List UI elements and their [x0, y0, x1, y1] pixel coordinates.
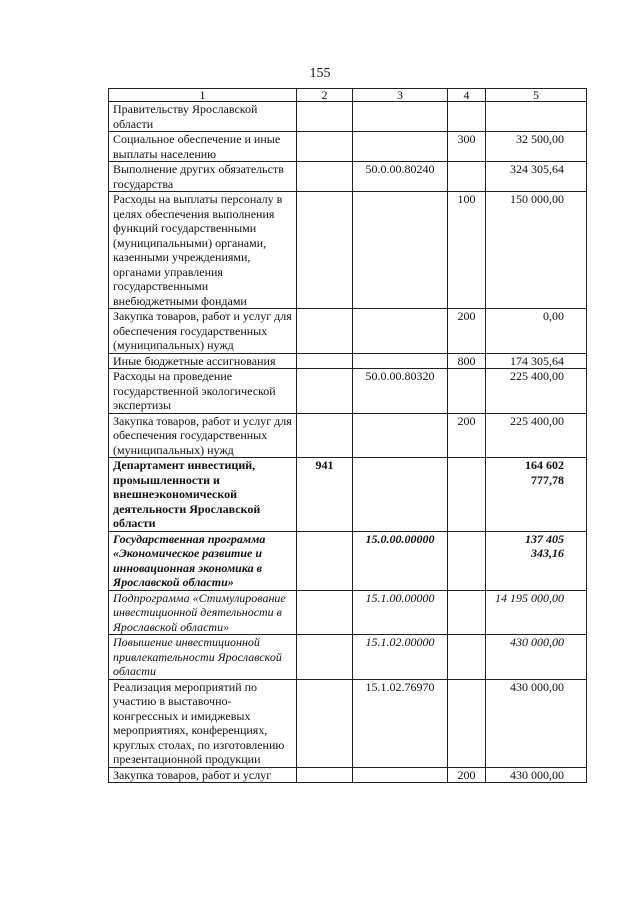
ministry-code-cell: [297, 353, 353, 369]
expense-type-cell: [448, 458, 486, 532]
expense-type-cell: 800: [448, 353, 486, 369]
amount-cell: 137 405 343,16: [486, 531, 587, 590]
amount-cell: 430 000,00: [486, 679, 587, 767]
target-article-cell: [353, 132, 448, 162]
row-name-cell: Закупка товаров, работ и услуг для обеспечения государственных (муниципальных) нужд: [109, 413, 297, 458]
amount-cell: 0,00: [486, 309, 587, 354]
expense-type-cell: 300: [448, 132, 486, 162]
expense-type-cell: 100: [448, 192, 486, 309]
ministry-code-cell: [297, 192, 353, 309]
target-article-cell: [353, 192, 448, 309]
amount-cell: 164 602 777,78: [486, 458, 587, 532]
amount-cell: 430 000,00: [486, 635, 587, 680]
table-row: [109, 413, 587, 458]
target-article-cell: 50.0.00.80240: [353, 162, 448, 192]
ministry-code-cell: [297, 413, 353, 458]
row-name-cell: Закупка товаров, работ и услуг: [109, 767, 297, 783]
row-name-cell: Выполнение других обязательств государства: [109, 162, 297, 192]
amount-cell: 324 305,64: [486, 162, 587, 192]
target-article-cell: 15.1.02.76970: [353, 679, 448, 767]
ministry-code-cell: [297, 679, 353, 767]
expense-type-cell: 200: [448, 767, 486, 783]
target-article-cell: 15.1.02.00000: [353, 635, 448, 680]
row-name-cell: Расходы на выплаты персоналу в целях обеспечения выполнения функций государственными (муниципальными) органами, казенными учреждениями, органами управления государственными внебюджетными фондами: [109, 192, 297, 309]
target-article-cell: [353, 767, 448, 783]
row-name-cell: Реализация мероприятий по участию в выставочно-конгрессных и имиджевых мероприятиях, конференциях, круглых столах, по изготовлению презентационной продукции: [109, 679, 297, 767]
expense-type-cell: [448, 162, 486, 192]
table-header-row: [109, 89, 587, 102]
table-row: [109, 309, 587, 354]
row-name-cell: Расходы на проведение государственной экологической экспертизы: [109, 369, 297, 414]
amount-cell: 225 400,00: [486, 413, 587, 458]
column-header: 3: [353, 89, 448, 102]
amount-cell: 174 305,64: [486, 353, 587, 369]
table-row: [109, 679, 587, 767]
target-article-cell: [353, 458, 448, 532]
row-name-cell: Департамент инвестиций, промышленности и внешнеэкономической деятельности Ярославской области: [109, 458, 297, 532]
table-row: [109, 162, 587, 192]
expense-type-cell: 200: [448, 309, 486, 354]
budget-table: [108, 88, 587, 783]
ministry-code-cell: [297, 590, 353, 635]
expense-type-cell: [448, 102, 486, 132]
ministry-code-cell: [297, 132, 353, 162]
row-name-cell: Правительству Ярославской области: [109, 102, 297, 132]
amount-cell: 14 195 000,00: [486, 590, 587, 635]
table-row: [109, 531, 587, 590]
target-article-cell: [353, 353, 448, 369]
expense-type-cell: [448, 531, 486, 590]
table-row: [109, 458, 587, 532]
ministry-code-cell: [297, 531, 353, 590]
ministry-code-cell: [297, 102, 353, 132]
amount-cell: 32 500,00: [486, 132, 587, 162]
row-name-cell: Подпрограмма «Стимулирование инвестиционной деятельности в Ярославской области»: [109, 590, 297, 635]
table-row: [109, 353, 587, 369]
ministry-code-cell: [297, 162, 353, 192]
target-article-cell: [353, 309, 448, 354]
row-name-cell: Иные бюджетные ассигнования: [109, 353, 297, 369]
target-article-cell: 50.0.00.80320: [353, 369, 448, 414]
expense-type-cell: [448, 635, 486, 680]
amount-cell: 430 000,00: [486, 767, 587, 783]
ministry-code-cell: [297, 309, 353, 354]
table-row: [109, 767, 587, 783]
expense-type-cell: [448, 369, 486, 414]
expense-type-cell: [448, 679, 486, 767]
table-row: [109, 132, 587, 162]
row-name-cell: Социальное обеспечение и иные выплаты населению: [109, 132, 297, 162]
column-header: 4: [448, 89, 486, 102]
table-row: [109, 192, 587, 309]
amount-cell: 150 000,00: [486, 192, 587, 309]
column-header: 1: [109, 89, 297, 102]
target-article-cell: 15.1.00.00000: [353, 590, 448, 635]
expense-type-cell: 200: [448, 413, 486, 458]
column-header: 2: [297, 89, 353, 102]
row-name-cell: Закупка товаров, работ и услуг для обеспечения государственных (муниципальных) нужд: [109, 309, 297, 354]
amount-cell: [486, 102, 587, 132]
column-header: 5: [486, 89, 587, 102]
table-row: [109, 635, 587, 680]
ministry-code-cell: [297, 635, 353, 680]
row-name-cell: Государственная программа «Экономическое развитие и инновационная экономика в Ярославской области»: [109, 531, 297, 590]
target-article-cell: 15.0.00.00000: [353, 531, 448, 590]
expense-type-cell: [448, 590, 486, 635]
target-article-cell: [353, 102, 448, 132]
table-row: [109, 102, 587, 132]
ministry-code-cell: [297, 767, 353, 783]
row-name-cell: Повышение инвестиционной привлекательности Ярославской области: [109, 635, 297, 680]
ministry-code-cell: 941: [297, 458, 353, 532]
table-row: [109, 369, 587, 414]
target-article-cell: [353, 413, 448, 458]
amount-cell: 225 400,00: [486, 369, 587, 414]
ministry-code-cell: [297, 369, 353, 414]
page-number: 155: [309, 66, 331, 81]
table-row: [109, 590, 587, 635]
